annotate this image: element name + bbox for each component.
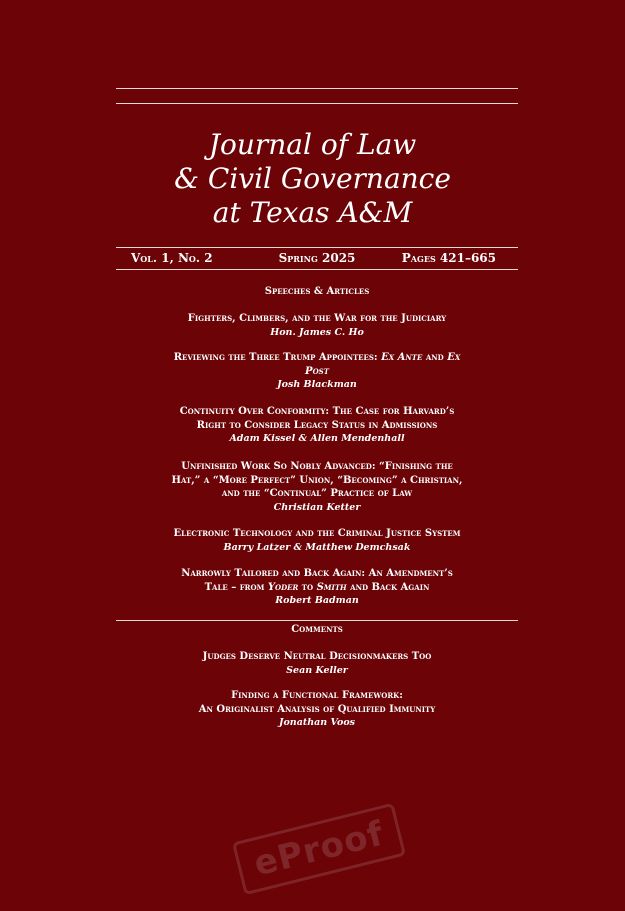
entry-title-line: Right to Consider Legacy Status in Admissions [196, 419, 438, 431]
entry-title: Judges Deserve Neutral Decisionmakers Too [202, 651, 432, 662]
entry-title-line [116, 351, 518, 365]
section-heading-comments: Comments [291, 624, 343, 635]
entry-title-line: Finding a Functional Framework: [231, 690, 403, 701]
entry-author: Adam Kissel & Allen Mendenhall [229, 433, 405, 444]
eproof-watermark: eProof [232, 803, 406, 896]
entry-title-text: and [422, 352, 448, 363]
toc-entry [116, 351, 518, 391]
entry-author: Josh Blackman [277, 379, 357, 390]
toc-entry [116, 527, 518, 554]
toc-entry [116, 312, 518, 339]
issue-season: Spring 2025 [278, 251, 356, 265]
entry-title [116, 567, 518, 594]
entry-title [116, 460, 518, 501]
entry-title-italic: Smith [316, 581, 347, 593]
toc-entry [116, 405, 518, 445]
entry-title-italic: Post [305, 365, 329, 377]
entry-title-text: Reviewing the Three Trump Appointees: [173, 352, 382, 363]
top-rule-lower [116, 103, 518, 104]
issue-rule-lower [116, 269, 518, 270]
entry-title-line: Continuity Over Conformity: The Case for Harvard’s [179, 406, 455, 417]
comments-rule [116, 620, 518, 621]
entry-title-line: An Originalist Analysis of Qualified Immunity [198, 703, 436, 715]
journal-title-line-3: at Texas A&M [212, 196, 413, 229]
entry-author: Robert Badman [275, 595, 359, 606]
entry-author: Jonathan Voos [278, 717, 356, 728]
entry-author: Hon. James C. Ho [270, 326, 364, 338]
toc-entry [116, 460, 518, 514]
speeches-articles-section [116, 285, 518, 298]
journal-title [0, 128, 625, 230]
entry-author: Sean Keller [286, 664, 348, 676]
entry-title: Electronic Technology and the Criminal Justice System [173, 528, 461, 539]
entry-author: Christian Ketter [273, 501, 361, 513]
section-heading-speeches-articles: Speeches & Articles [264, 286, 370, 297]
entry-title-italic: Ex Ante [381, 352, 423, 363]
journal-title-line-2: & Civil Governance [174, 162, 451, 195]
entry-title-line: and the “Continual” Practice of Law [221, 488, 413, 499]
toc-entry [116, 567, 518, 607]
toc-entry [116, 650, 518, 677]
issue-volume: Vol. 1, No. 2 [131, 251, 213, 265]
entry-title-line: Narrowly Tailored and Back Again: An Amendment’s [181, 568, 453, 579]
entry-title-line [116, 581, 518, 595]
entry-title-text: and Back Again [346, 581, 430, 593]
journal-title-line-1: Journal of Law [208, 128, 417, 161]
entry-title-italic: Ex [447, 352, 461, 363]
entry-title [116, 405, 518, 432]
top-rule-upper [116, 88, 518, 89]
toc-entry [116, 689, 518, 729]
entry-title [116, 689, 518, 716]
entry-title-line: Hat,” a “More Perfect” Union, “Becoming” a Christian, [171, 474, 463, 486]
entry-title-text: Tale – from [204, 581, 268, 593]
issue-rule-upper [116, 247, 518, 248]
issue-pages: Pages 421–665 [401, 251, 496, 265]
comments-section [116, 623, 518, 636]
entry-title: Fighters, Climbers, and the War for the Judiciary [187, 313, 447, 324]
entry-title-text: to [298, 581, 317, 593]
entry-title [116, 351, 518, 378]
entry-title-line: Unfinished Work So Nobly Advanced: “Finishing the [181, 461, 453, 472]
entry-title-italic: Yoder [267, 581, 299, 593]
entry-title-line [116, 365, 518, 379]
entry-author: Barry Latzer & Matthew Demchsak [223, 541, 411, 553]
issue-info [116, 250, 518, 266]
